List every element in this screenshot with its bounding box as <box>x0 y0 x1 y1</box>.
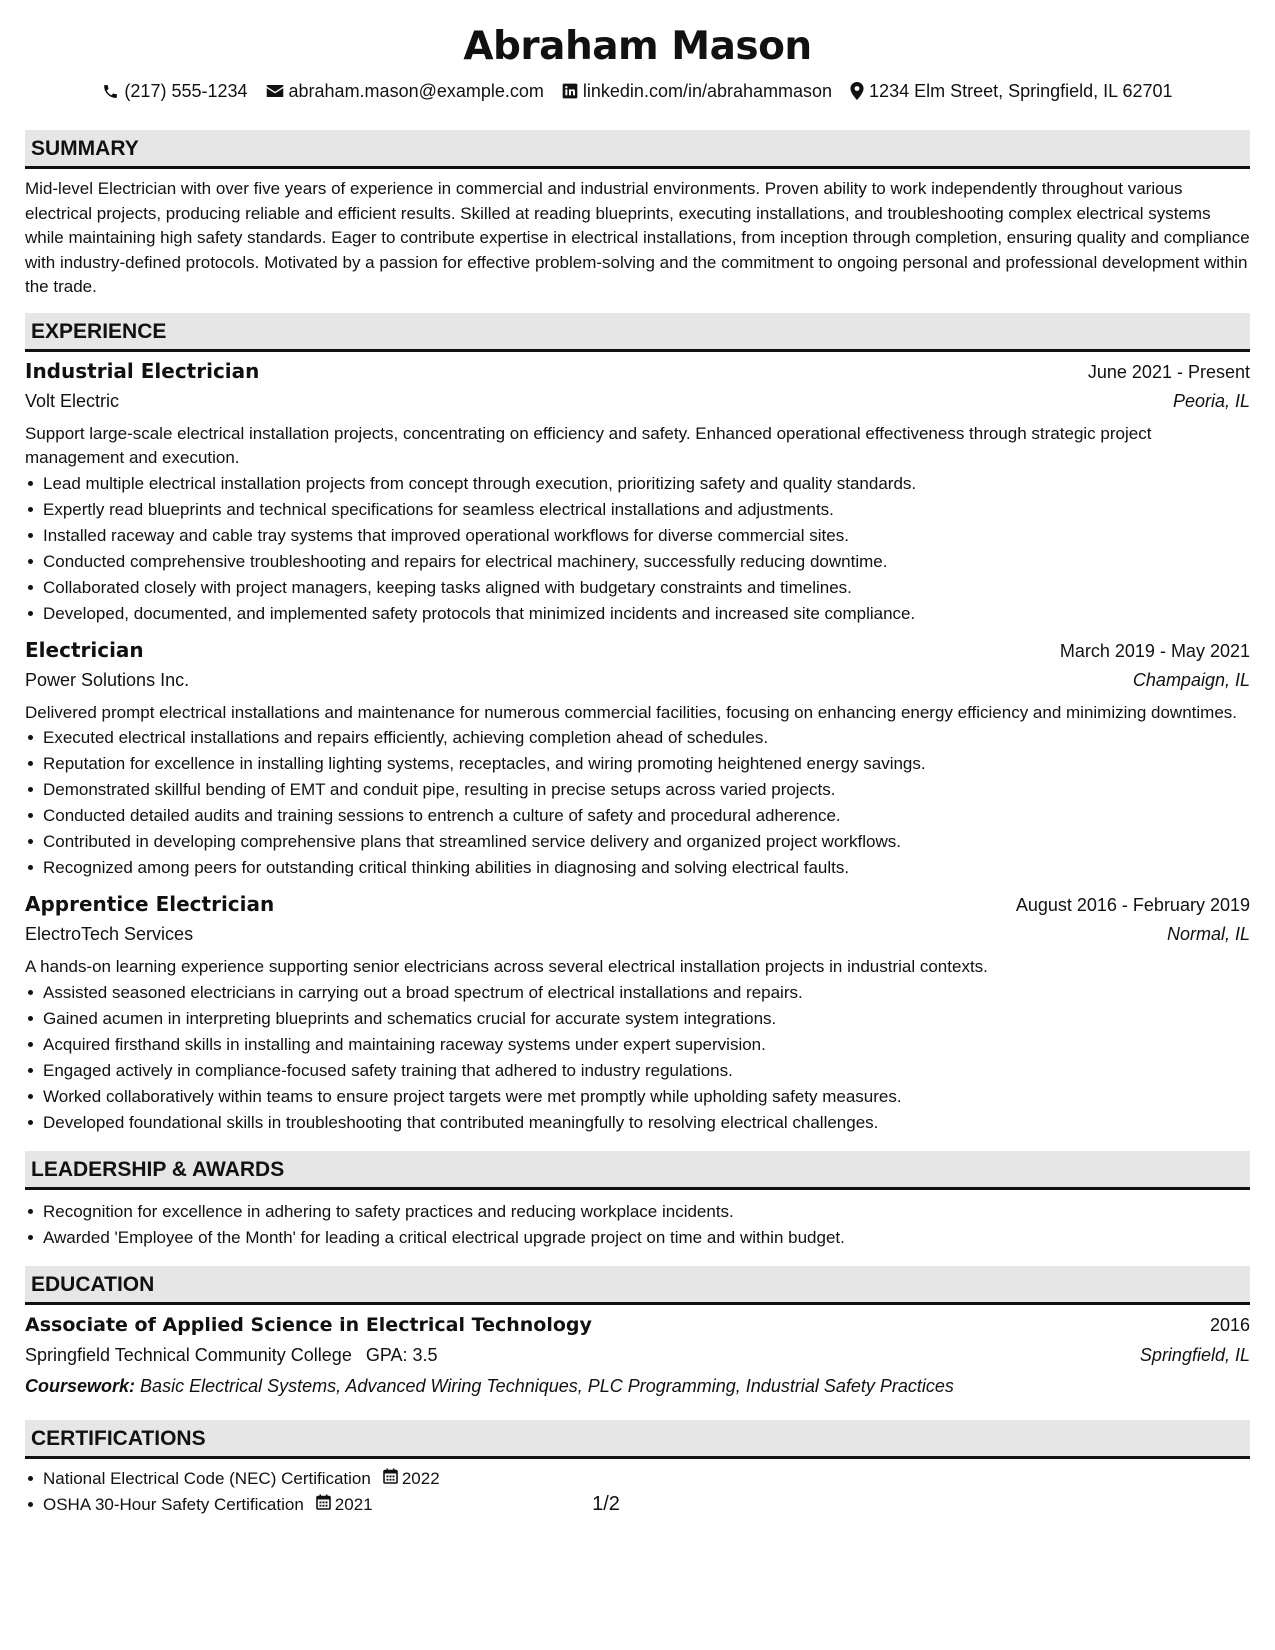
summary-text: Mid-level Electrician with over five years of experience in commercial and industrial environments. Proven ability to work independently throughout various electrical projects, producing reliable and efficient results. Skilled at reading blueprints, executing installations, and troubleshooting complex electrical systems while maintaining high safety standards. Eager to contribute expertise in electrical installations, from inception through completion, ensuring quality and compliance with industry-defined protocols. Motivated by a passion for effective problem-solving and the commitment to ongoing personal and professional development within the trade. <box>25 179 1250 297</box>
gpa: GPA: 3.5 <box>365 1345 438 1366</box>
list-item: Installed raceway and cable tray systems that improved operational workflows for diverse commercial sites. <box>43 523 1250 549</box>
cert-year-text: 2022 <box>401 1469 440 1489</box>
cert-name: National Electrical Code (NEC) Certification <box>43 1469 371 1489</box>
coursework-text: Basic Electrical Systems, Advanced Wiring Techniques, PLC Programming, Industrial Safety Practices <box>140 1376 954 1397</box>
list-item: Demonstrated skillful bending of EMT and conduit pipe, resulting in precise setups across varied projects. <box>43 777 1250 803</box>
list-item: Awarded 'Employee of the Month' for leading a critical electrical upgrade project on time and within budget. <box>43 1225 1250 1251</box>
list-item: Recognized among peers for outstanding critical thinking abilities in diagnosing and solving electrical faults. <box>43 855 1250 881</box>
list-item: Developed foundational skills in troubleshooting that contributed meaningfully to resolving electrical challenges. <box>43 1110 1250 1136</box>
company-name: ElectroTech Services <box>25 924 194 945</box>
list-item: Gained acumen in interpreting blueprints and schematics crucial for accurate system integrations. <box>43 1006 1250 1032</box>
job-bullets <box>25 980 1250 1136</box>
list-item: Developed, documented, and implemented safety protocols that minimized incidents and increased site compliance. <box>43 601 1250 627</box>
list-item: Assisted seasoned electricians in carrying out a broad spectrum of electrical installations and repairs. <box>43 980 1250 1006</box>
contact-bar <box>25 78 1250 104</box>
phone-icon <box>102 83 119 100</box>
job-bullets <box>25 471 1250 627</box>
email-text: abraham.mason@example.com <box>288 81 544 101</box>
coursework-line <box>25 1370 1250 1402</box>
education-section <box>25 1266 1250 1402</box>
list-item: Contributed in developing comprehensive plans that streamlined service delivery and organized project workflows. <box>43 829 1250 855</box>
certifications-heading: CERTIFICATIONS <box>25 1420 1250 1459</box>
job-bullets <box>25 725 1250 881</box>
summary-heading: SUMMARY <box>25 130 1250 169</box>
contact-address <box>850 78 1173 104</box>
coursework-label: Coursework: <box>25 1376 136 1397</box>
school-line <box>25 1341 438 1369</box>
education-heading: EDUCATION <box>25 1266 1250 1305</box>
list-item: Engaged actively in compliance-focused safety training that adhered to industry regulations. <box>43 1058 1250 1084</box>
job-entry <box>25 357 1250 627</box>
map-pin-icon <box>850 82 864 100</box>
phone-text: (217) 555-1234 <box>124 81 248 101</box>
experience-heading: EXPERIENCE <box>25 313 1250 352</box>
list-item: Executed electrical installations and repairs efficiently, achieving completion ahead of schedules. <box>43 725 1250 751</box>
awards-section <box>25 1151 1250 1251</box>
graduation-year: 2016 <box>1209 1315 1250 1336</box>
job-dates: March 2019 - May 2021 <box>1059 640 1250 661</box>
list-item: Conducted detailed audits and training sessions to entrench a culture of safety and procedural adherence. <box>43 803 1250 829</box>
list-item: Reputation for excellence in installing lighting systems, receptacles, and wiring promoting heightened energy savings. <box>43 751 1250 777</box>
job-entry <box>25 636 1250 882</box>
job-title: Electrician <box>25 637 144 662</box>
list-item <box>43 1466 1250 1492</box>
job-description: Delivered prompt electrical installations and maintenance for numerous commercial facilities, focusing on enhancing energy efficiency and minimizing downtimes. <box>25 702 1238 722</box>
awards-heading: LEADERSHIP & AWARDS <box>25 1151 1250 1190</box>
job-location: Peoria, IL <box>1172 390 1250 411</box>
degree-title: Associate of Applied Science in Electrical Technology <box>25 1314 592 1337</box>
school-name: Springfield Technical Community College <box>25 1345 352 1366</box>
list-item: Collaborated closely with project managers, keeping tasks aligned with budgetary constraints and timelines. <box>43 575 1250 601</box>
job-description: Support large-scale electrical installation projects, concentrating on efficiency and safety. Enhanced operational effectiveness through strategic project management and execution. <box>25 423 1152 467</box>
school-location: Springfield, IL <box>1139 1345 1250 1366</box>
list-item: Worked collaboratively within teams to ensure project targets were met promptly while upholding safety measures. <box>43 1084 1250 1110</box>
experience-section <box>25 313 1250 1136</box>
contact-email[interactable] <box>266 78 544 104</box>
summary-section <box>25 130 1250 300</box>
candidate-name: Abraham Mason <box>463 24 812 69</box>
list-item: Acquired firsthand skills in installing and maintaining raceway systems under expert supervision. <box>43 1032 1250 1058</box>
job-title: Apprentice Electrician <box>25 892 275 917</box>
list-item: Lead multiple electrical installation projects from concept through execution, prioritizing safety and quality standards. <box>43 471 1250 497</box>
company-name: Volt Electric <box>25 390 120 411</box>
list-item: Recognition for excellence in adhering to safety practices and reducing workplace incidents. <box>43 1199 1250 1225</box>
cert-year-text: 2021 <box>334 1495 373 1515</box>
job-location: Normal, IL <box>1166 924 1250 945</box>
job-location: Champaign, IL <box>1132 669 1250 690</box>
list-item: Conducted comprehensive troubleshooting and repairs for electrical machinery, successfully reducing downtime. <box>43 549 1250 575</box>
address-text: 1234 Elm Street, Springfield, IL 62701 <box>869 81 1173 101</box>
envelope-icon <box>266 84 284 98</box>
company-name: Power Solutions Inc. <box>25 669 190 690</box>
awards-list <box>25 1199 1250 1251</box>
contact-phone[interactable] <box>102 78 247 104</box>
contact-linkedin[interactable] <box>562 78 832 104</box>
job-dates: August 2016 - February 2019 <box>1015 895 1250 916</box>
resume-page <box>25 20 1250 1518</box>
page-number: 1/2 <box>592 1493 620 1515</box>
list-item: Expertly read blueprints and technical specifications for seamless electrical installations and adjustments. <box>43 497 1250 523</box>
linkedin-icon <box>562 83 578 99</box>
job-entry <box>25 890 1250 1136</box>
cert-date <box>383 1466 440 1492</box>
job-dates: June 2021 - Present <box>1087 361 1250 382</box>
calendar-icon <box>383 1466 398 1492</box>
job-title: Industrial Electrician <box>25 358 260 383</box>
linkedin-text: linkedin.com/in/abrahammason <box>582 81 833 101</box>
cert-name: OSHA 30-Hour Safety Certification <box>43 1495 304 1515</box>
job-description: A hands-on learning experience supporting senior electricians across several electrical installation projects in industrial contexts. <box>25 957 988 977</box>
